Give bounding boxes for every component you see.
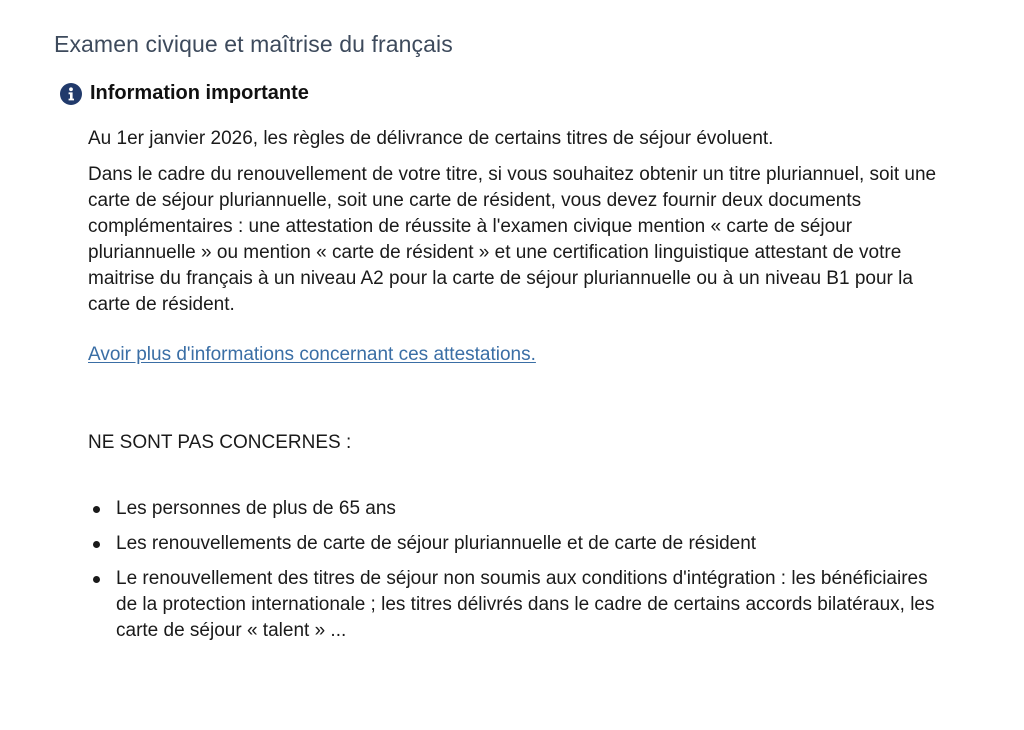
notice-intro: Au 1er janvier 2026, les règles de délivrance de certains titres de séjour évoluent.	[88, 128, 774, 149]
list-item: Le renouvellement des titres de séjour non soumis aux conditions d'intégration : les bénéficiaires de la protection internationale ; les titres délivrés dans le cadre de certains accords bilatéraux, les carte de séjour « talent » ...	[88, 566, 938, 644]
exempt-list	[88, 496, 938, 644]
info-icon	[60, 83, 82, 105]
notice-title: Information importante	[90, 82, 309, 104]
exempt-heading: NE SONT PAS CONCERNES :	[88, 432, 352, 453]
notice-body: Dans le cadre du renouvellement de votre titre, si vous souhaitez obtenir un titre pluriannuel, soit une carte de séjour pluriannuelle, soit une carte de résident, vous devez fournir deux documents complémentaires : une attestation de réussite à l'examen civique mention « carte de séjour pluriannuelle » ou mention « carte de résident » et une certification linguistique attestant de votre maitrise du français à un niveau A2 pour la carte de séjour pluriannuelle ou à un niveau B1 pour la carte de résident.	[88, 164, 937, 315]
notice-content	[88, 126, 938, 653]
list-item: Les personnes de plus de 65 ans	[88, 496, 938, 522]
more-info-link[interactable]: Avoir plus d'informations concernant ces attestations.	[88, 344, 536, 365]
list-item: Les renouvellements de carte de séjour pluriannuelle et de carte de résident	[88, 531, 938, 557]
notice-header	[60, 82, 309, 105]
page-title: Examen civique et maîtrise du français	[54, 31, 453, 57]
